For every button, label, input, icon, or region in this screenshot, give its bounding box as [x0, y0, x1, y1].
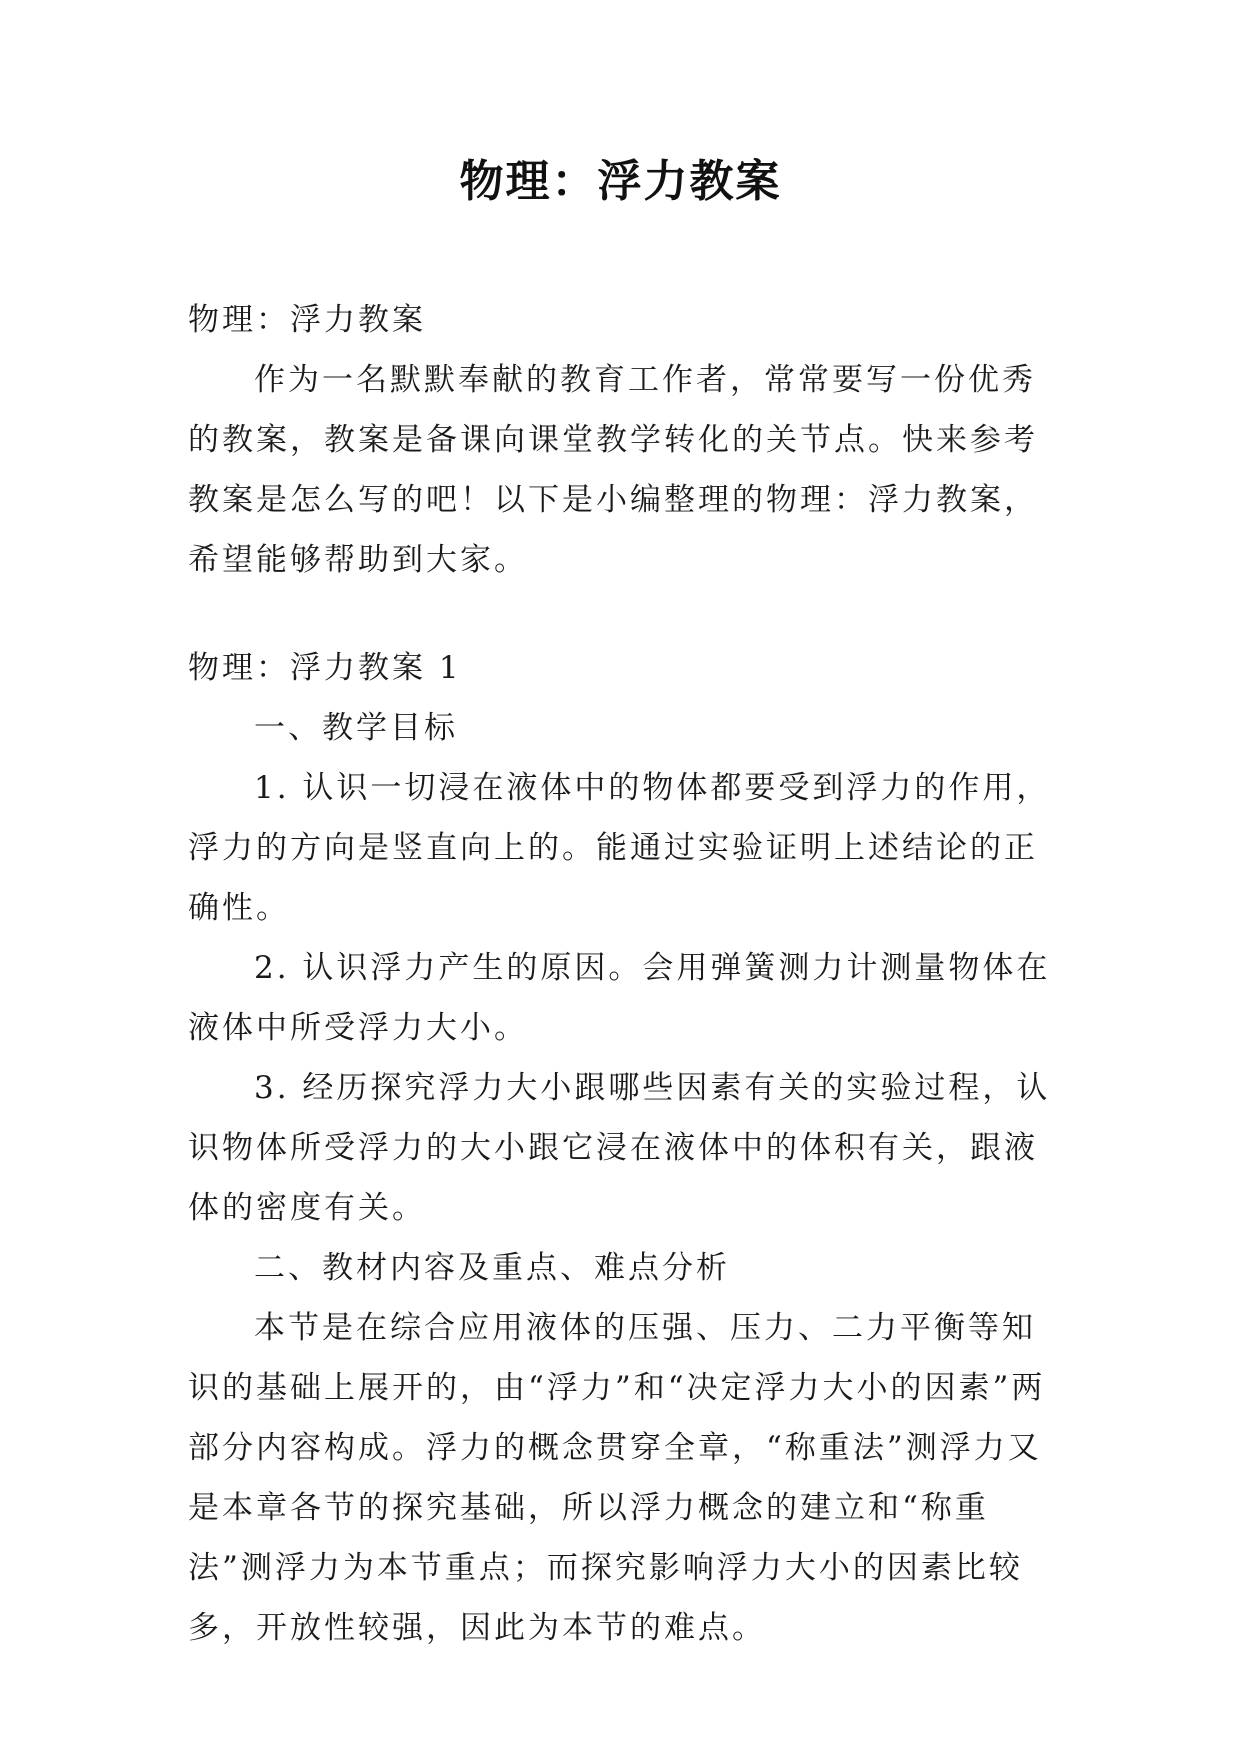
document-title: 物理：浮力教案	[459, 156, 782, 207]
objective-item-2: 2. 认识浮力产生的原因。会用弹簧测力计测量物体在液体中所受浮力大小。	[188, 950, 1051, 1046]
intro-heading: 物理：浮力教案	[188, 302, 426, 338]
objective-item-1: 1. 认识一切浸在液体中的物体都要受到浮力的作用，浮力的方向是竖直向上的。能通过实验证明上述结论的正确性。	[188, 770, 1051, 926]
document-body	[188, 290, 1068, 1658]
section-heading-analysis: 二、教材内容及重点、难点分析	[254, 1250, 730, 1286]
section-spacer	[188, 590, 1068, 638]
section-heading-objectives: 一、教学目标	[254, 710, 458, 746]
objective-item-3: 3. 经历探究浮力大小跟哪些因素有关的实验过程，认识物体所受浮力的大小跟它浸在液体中的体积有关，跟液体的密度有关。	[188, 1070, 1051, 1226]
lesson-heading: 物理：浮力教案 1	[188, 650, 462, 686]
intro-paragraph: 作为一名默默奉献的教育工作者，常常要写一份优秀的教案，教案是备课向课堂教学转化的关节点。快来参考教案是怎么写的吧！以下是小编整理的物理：浮力教案，希望能够帮助到大家。	[188, 362, 1038, 578]
analysis-paragraph: 本节是在综合应用液体的压强、压力、二力平衡等知识的基础上展开的，由“浮力”和“决定浮力大小的因素”两部分内容构成。浮力的概念贯穿全章，“称重法”测浮力又是本章各节的探究基础，所以浮力概念的建立和“称重法”测浮力为本节重点；而探究影响浮力大小的因素比较多，开放性较强，因此为本节的难点。	[188, 1310, 1046, 1646]
